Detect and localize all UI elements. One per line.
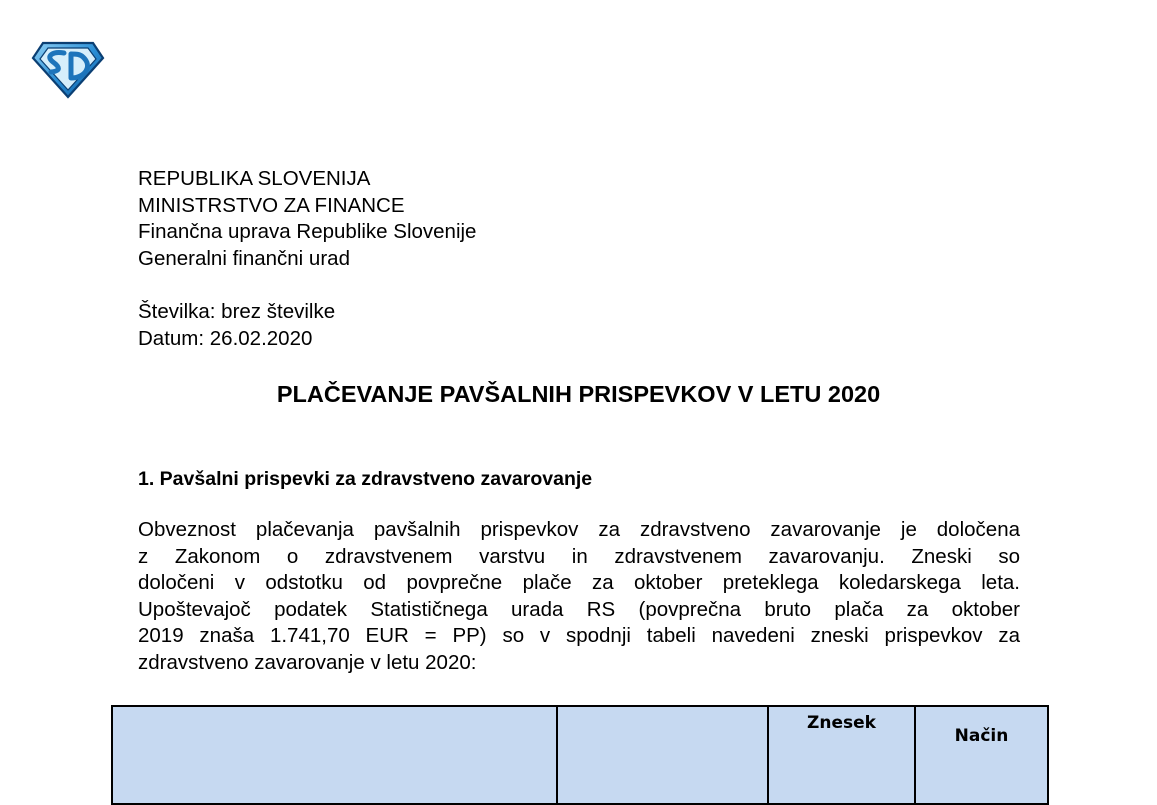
issuer-country: REPUBLIKA SLOVENIJA [138, 167, 371, 190]
section-heading: 1. Pavšalni prispevki za zdravstveno zavarovanje [138, 468, 593, 490]
paragraph-line: 2019 znaša 1.741,70 EUR = PP) so v spodnji tabeli navedeni zneski prispevkov za [138, 624, 1020, 647]
issuer-block [138, 166, 476, 272]
table-header-cell [557, 706, 768, 804]
table-header-cell: Način [915, 706, 1048, 804]
table-header-cell [112, 706, 557, 804]
paragraph-line: Upoštevajoč podatek Statističnega urada RS (povprečna bruto plača za oktober [138, 597, 1020, 621]
paragraph-line: Obveznost plačevanja pavšalnih prispevkov za zdravstveno zavarovanje je določena [138, 518, 1020, 541]
table-header-cell: Znesek [768, 706, 915, 804]
issuer-ministry: MINISTRSTVO ZA FINANCE [138, 193, 405, 217]
document-number: Številka: brez številke [138, 300, 336, 323]
paragraph-line: zdravstveno zavarovanje v letu 2020: [138, 650, 477, 674]
table-header-row [112, 706, 1048, 804]
organization-logo-icon [31, 40, 105, 100]
paragraph-line: z Zakonom o zdravstvenem varstvu in zdravstvenem zavarovanju. Zneski so [138, 544, 1020, 568]
paragraph-line: določeni v odstotku od povprečne plače za oktober preteklega koledarskega leta. [138, 571, 1020, 594]
document-title: PLAČEVANJE PAVŠALNIH PRISPEVKOV V LETU 2020 [276, 381, 881, 407]
issuer-office: Generalni finančni urad [138, 246, 350, 270]
document-meta [138, 299, 335, 352]
document-date: Datum: 26.02.2020 [138, 326, 313, 350]
contributions-table [111, 705, 1049, 805]
section-paragraph [138, 517, 1020, 676]
issuer-administration: Finančna uprava Republike Slovenije [138, 220, 477, 243]
